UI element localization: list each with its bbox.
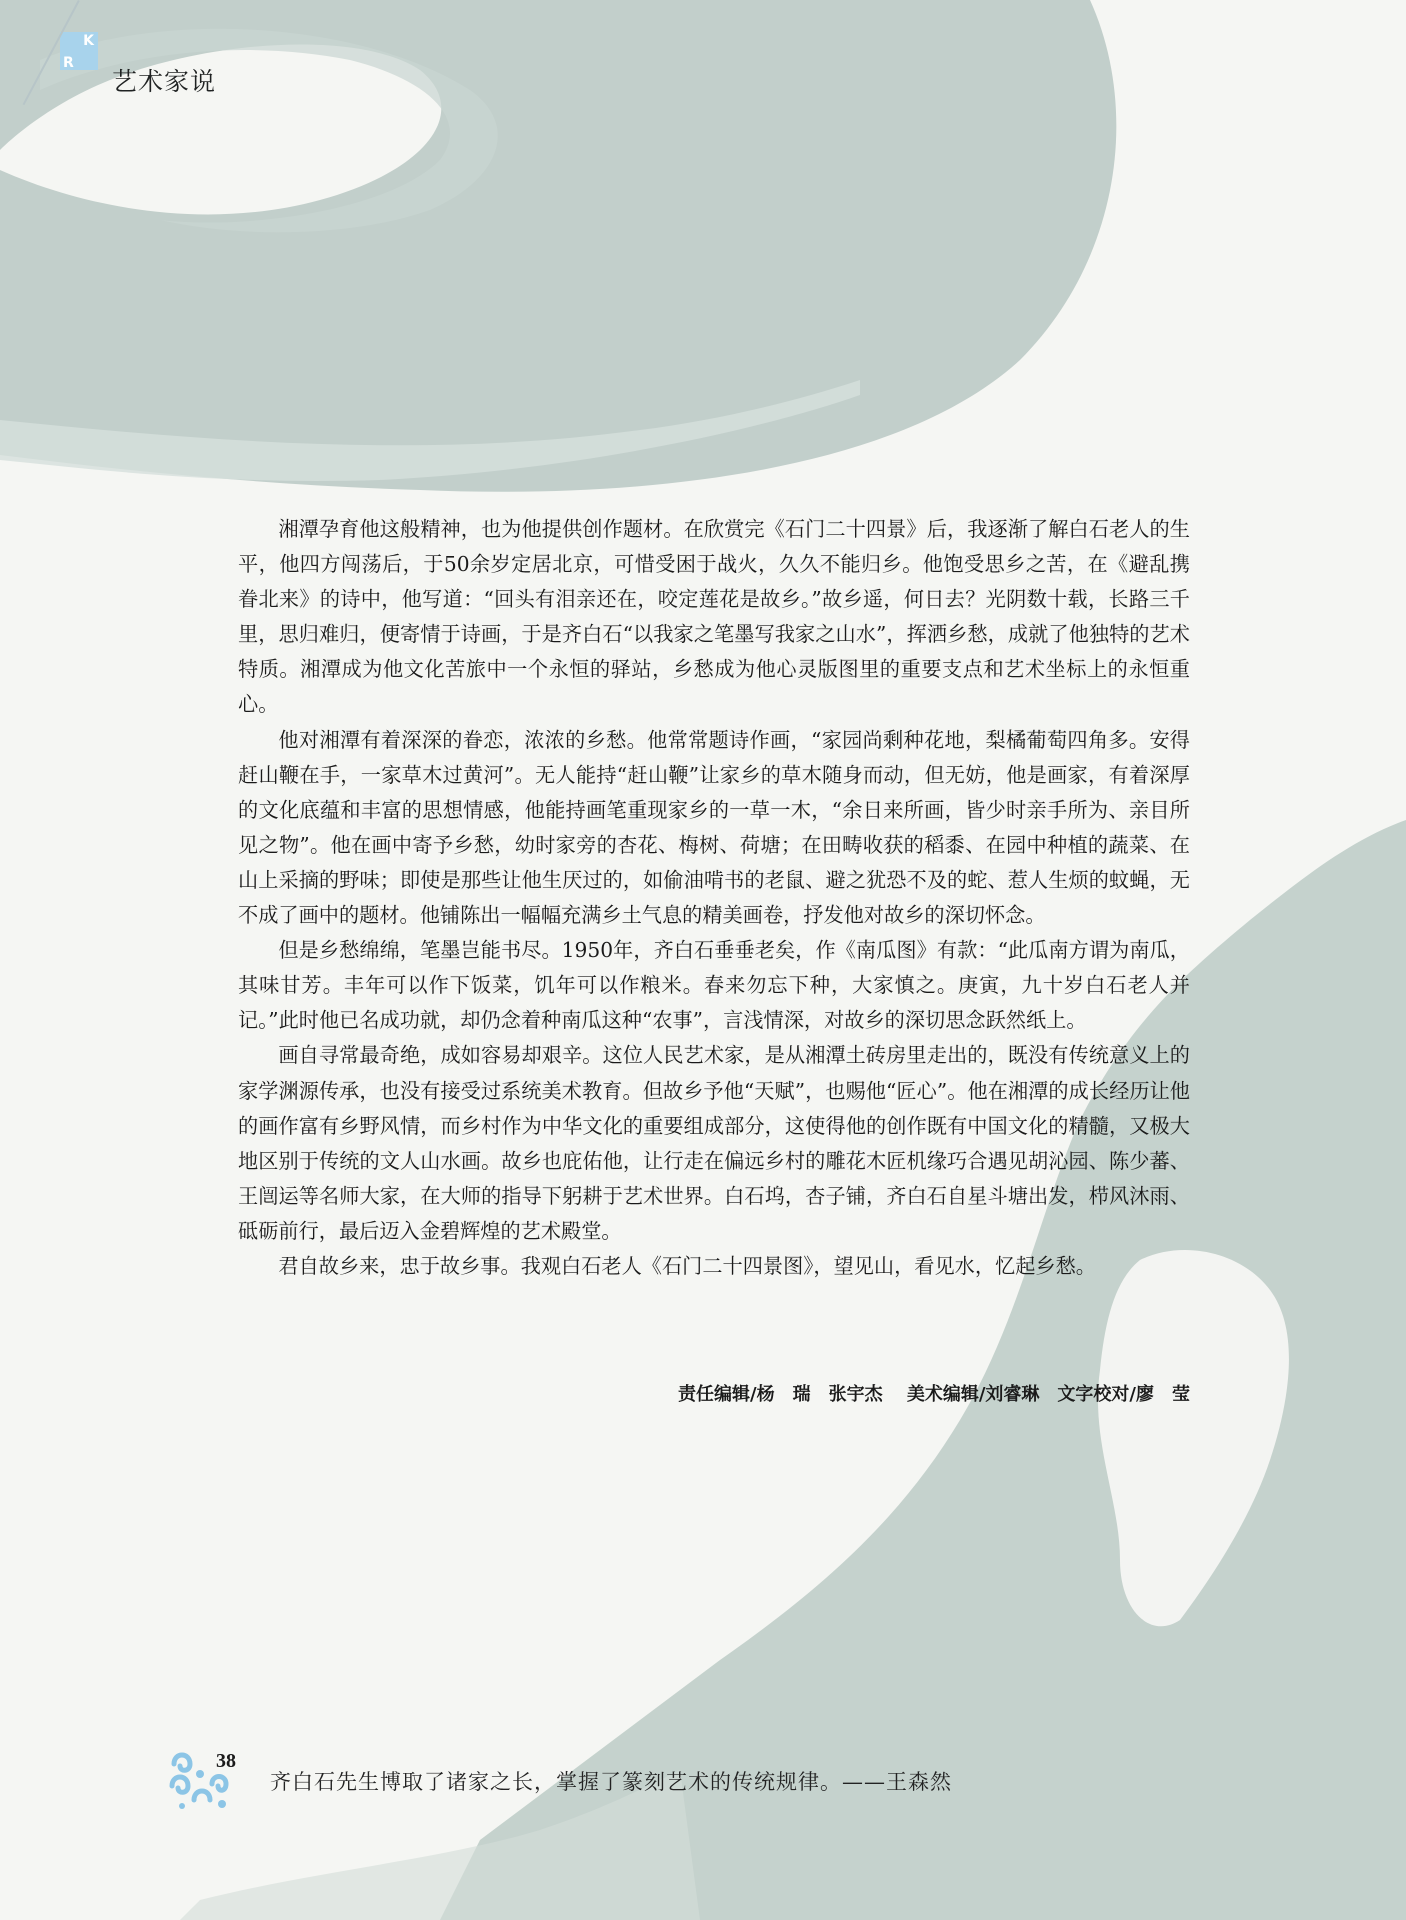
article-paragraph: 画自寻常最奇绝，成如容易却艰辛。这位人民艺术家，是从湘潭土砖房里走出的，既没有传统意义上的家学渊源传承，也没有接受过系统美术教育。但故乡予他“天赋”，也赐他“匠心”。他在湘潭的成长经历让他的画作富有乡野风情，而乡村作为中华文化的重要组成部分，这使得他的创作既有中国文化的精髓，又极大地区别于传统的文人山水画。故乡也庇佑他，让行走在偏远乡村的雕花木匠机缘巧合遇见胡沁园、陈少蕃、王闿运等名师大家，在大师的指导下躬耕于艺术世界。白石坞，杏子铺，齐白石自星斗塘出发，栉风沐雨、砥砺前行，最后迈入金碧辉煌的艺术殿堂。 [238, 1043, 1190, 1243]
magazine-logo [60, 32, 98, 70]
article-paragraph: 君自故乡来，忠于故乡事。我观白石老人《石门二十四景图》，望见山，看见水，忆起乡愁。 [278, 1253, 1096, 1278]
article-paragraph: 他对湘潭有着深深的眷恋，浓浓的乡愁。他常常题诗作画，“家园尚剩种花地，梨橘葡萄四角多。安得赶山鞭在手，一家草木过黄河”。无人能持“赶山鞭”让家乡的草木随身而动，但无妨，他是画家，有着深厚的文化底蕴和丰富的思想情感，他能持画笔重现家乡的一草一木，“余日来所画，皆少时亲手所为、亲目所见之物”。他在画中寄予乡愁，幼时家旁的杏花、梅树、荷塘；在田畴收获的稻黍、在园中种植的蔬菜、在山上采摘的野味；即使是那些让他生厌过的，如偷油啃书的老鼠、避之犹恐不及的蛇、惹人生烦的蚊蝇，无不成了画中的题材。他铺陈出一幅幅充满乡土气息的精美画卷，抒发他对故乡的深切怀念。 [238, 727, 1190, 928]
footer-quote: 齐白石先生博取了诸家之长，掌握了篆刻艺术的传统规律。——王森然 [270, 1770, 952, 1794]
logo-letter-k: K [83, 33, 94, 49]
page-number: 38 [216, 1750, 236, 1772]
article-paragraph: 但是乡愁绵绵，笔墨岂能书尽。1950年，齐白石垂垂老矣，作《南瓜图》有款：“此瓜南方谓为南瓜，其味甘芳。丰年可以作下饭菜，饥年可以作粮米。春来勿忘下种，大家慎之。庚寅，九十岁白石老人并记。”此时他已名成功就，却仍念着种南瓜这种“农事”，言浅情深，对故乡的深切思念跃然纸上。 [238, 938, 1190, 1033]
section-title: 艺术家说 [112, 67, 217, 96]
editor-credits: 责任编辑/杨 瑞 张宇杰 美术编辑/刘睿琳 文字校对/廖 莹 [678, 1384, 1190, 1405]
article-paragraph: 湘潭孕育他这般精神，也为他提供创作题材。在欣赏完《石门二十四景》后，我逐渐了解白石老人的生平，他四方闯荡后，于50余岁定居北京，可惜受困于战火，久久不能归乡。他饱受思乡之苦，在《避乱携眷北来》的诗中，他写道：“回头有泪亲还在，咬定莲花是故乡。”故乡遥，何日去？光阴数十载，长路三千里，思归难归，便寄情于诗画，于是齐白石“以我家之笔墨写我家之山水”，挥洒乡愁，成就了他独特的艺术特质。湘潭成为他文化苦旅中一个永恒的驿站，乡愁成为他心灵版图里的重要支点和艺术坐标上的永恒重心。 [238, 517, 1190, 717]
logo-letter-r: R [63, 55, 74, 71]
article-body [238, 512, 1190, 1284]
